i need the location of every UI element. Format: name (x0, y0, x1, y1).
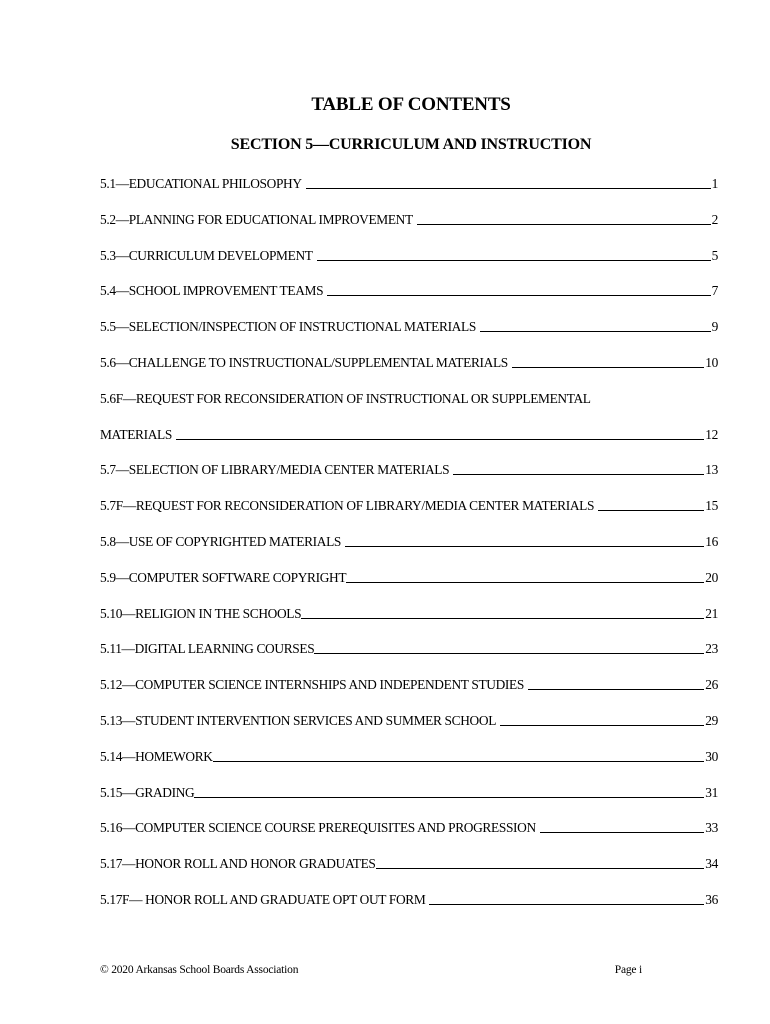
toc-entry-title: 5.3—CURRICULUM DEVELOPMENT (100, 247, 313, 263)
toc-entry-page-number: 1 (711, 176, 718, 191)
toc-leader-line (540, 832, 705, 833)
toc-entry-title: 5.10—RELIGION IN THE SCHOOLS (100, 605, 302, 621)
toc-entry[interactable] (100, 749, 718, 785)
toc-entry-title: 5.6F—REQUEST FOR RECONSIDERATION OF INSTRUCTIONAL OR SUPPLEMENTAL (100, 390, 591, 406)
toc-leader-line (317, 260, 711, 261)
toc-entry-title: 5.12—COMPUTER SCIENCE INTERNSHIPS AND INDEPENDENT STUDIES (100, 677, 524, 693)
toc-leader-line (306, 188, 711, 189)
toc-entry-page-number: 26 (705, 677, 718, 693)
toc-entry[interactable] (100, 391, 718, 427)
section-title: SECTION 5—CURRICULUM AND INSTRUCTION (230, 136, 592, 153)
toc-entry-title: 5.7F—REQUEST FOR RECONSIDERATION OF LIBRARY/MEDIA CENTER MATERIALS (100, 498, 595, 514)
toc-entry-title: 5.9—COMPUTER SOFTWARE COPYRIGHT (100, 569, 347, 585)
toc-entry-page-number: 2 (711, 211, 718, 227)
toc-entry-page-number: 20 (705, 569, 718, 585)
toc-leader-line (512, 367, 704, 368)
toc-entry[interactable] (100, 570, 718, 606)
page-footer (100, 964, 642, 976)
footer-page-number: Page i (614, 964, 642, 976)
toc-entry-title: 5.2—PLANNING FOR EDUCATIONAL IMPROVEMENT (100, 211, 413, 227)
toc-entry[interactable] (100, 212, 718, 248)
toc-entry-title: 5.7—SELECTION OF LIBRARY/MEDIA CENTER MATERIALS (100, 462, 450, 478)
toc-entry[interactable] (100, 176, 718, 212)
toc-entry[interactable] (100, 283, 718, 319)
toc-entry-title: 5.14—HOMEWORK (100, 748, 213, 764)
toc-leader-line (213, 761, 705, 762)
toc-entry[interactable] (100, 820, 718, 856)
toc-leader-line (301, 618, 704, 619)
toc-entry[interactable] (100, 606, 718, 642)
toc-entry-title: 5.15—GRADING (100, 784, 195, 800)
toc-entry-page-number: 16 (705, 533, 718, 549)
toc-entry-page-number: 33 (705, 820, 718, 836)
toc-entry-title: 5.16—COMPUTER SCIENCE COURSE PREREQUISITES AND PROGRESSION (100, 820, 536, 836)
toc-entry-page-number: 23 (705, 641, 718, 657)
table-of-contents (100, 176, 718, 928)
toc-leader-line (429, 904, 704, 905)
toc-entry[interactable] (100, 641, 718, 677)
toc-leader-line (598, 510, 704, 511)
toc-entry[interactable] (100, 462, 718, 498)
toc-entry-page-number: 34 (705, 856, 718, 872)
toc-entry[interactable] (100, 319, 718, 355)
toc-entry[interactable] (100, 856, 718, 892)
page-title: TABLE OF CONTENTS (311, 94, 511, 115)
toc-leader-line (346, 582, 704, 583)
toc-entry[interactable] (100, 677, 718, 713)
toc-leader-line (528, 689, 704, 690)
toc-entry-page-number: 13 (705, 462, 718, 478)
toc-entry-page-number: 7 (711, 283, 718, 299)
toc-entry-title: 5.6—CHALLENGE TO INSTRUCTIONAL/SUPPLEMENTAL MATERIALS (100, 354, 508, 370)
toc-entry-title: 5.13—STUDENT INTERVENTION SERVICES AND SUMMER SCHOOL (100, 712, 497, 728)
toc-leader-line (417, 224, 711, 225)
toc-entry[interactable] (100, 892, 718, 928)
toc-entry-page-number: 36 (705, 891, 718, 907)
toc-leader-line (500, 725, 704, 726)
toc-entry[interactable] (100, 248, 718, 284)
toc-entry[interactable] (100, 355, 718, 391)
toc-entry-title: 5.8—USE OF COPYRIGHTED MATERIALS (100, 533, 342, 549)
toc-entry-title: 5.5—SELECTION/INSPECTION OF INSTRUCTIONAL MATERIALS (100, 319, 476, 335)
toc-entry-title: 5.11—DIGITAL LEARNING COURSES (100, 641, 315, 657)
toc-entry[interactable] (100, 534, 718, 570)
toc-entry-page-number: 12 (705, 426, 718, 442)
toc-entry-title: 5.4—SCHOOL IMPROVEMENT TEAMS (100, 283, 324, 299)
toc-leader-line (327, 295, 710, 296)
toc-entry-page-number: 29 (705, 712, 718, 728)
toc-entry-title: MATERIALS (100, 426, 172, 442)
toc-entry-title: 5.1—EDUCATIONAL PHILOSOPHY (100, 176, 302, 191)
toc-entry[interactable] (100, 713, 718, 749)
toc-leader-line (376, 868, 705, 869)
toc-entry-page-number: 15 (705, 498, 718, 514)
toc-entry-title: 5.17F— HONOR ROLL AND GRADUATE OPT OUT FORM (100, 891, 426, 907)
toc-entry-page-number: 9 (711, 319, 718, 335)
toc-leader-line (453, 474, 704, 475)
toc-entry[interactable] (100, 785, 718, 821)
toc-leader-line (194, 797, 704, 798)
toc-entry[interactable] (100, 498, 718, 534)
toc-entry-title: 5.17—HONOR ROLL AND HONOR GRADUATES (100, 856, 376, 872)
footer-copyright: © 2020 Arkansas School Boards Association (100, 964, 299, 976)
toc-entry-page-number: 30 (705, 748, 718, 764)
toc-leader-line (345, 546, 704, 547)
toc-entry-page-number: 31 (705, 784, 718, 800)
toc-leader-line (314, 653, 704, 654)
toc-entry-page-number: 10 (705, 354, 718, 370)
toc-entry-page-number: 5 (711, 247, 718, 263)
toc-entry-page-number: 21 (705, 605, 718, 621)
toc-entry[interactable] (100, 427, 718, 463)
toc-leader-line (480, 331, 711, 332)
toc-leader-line (176, 439, 704, 440)
